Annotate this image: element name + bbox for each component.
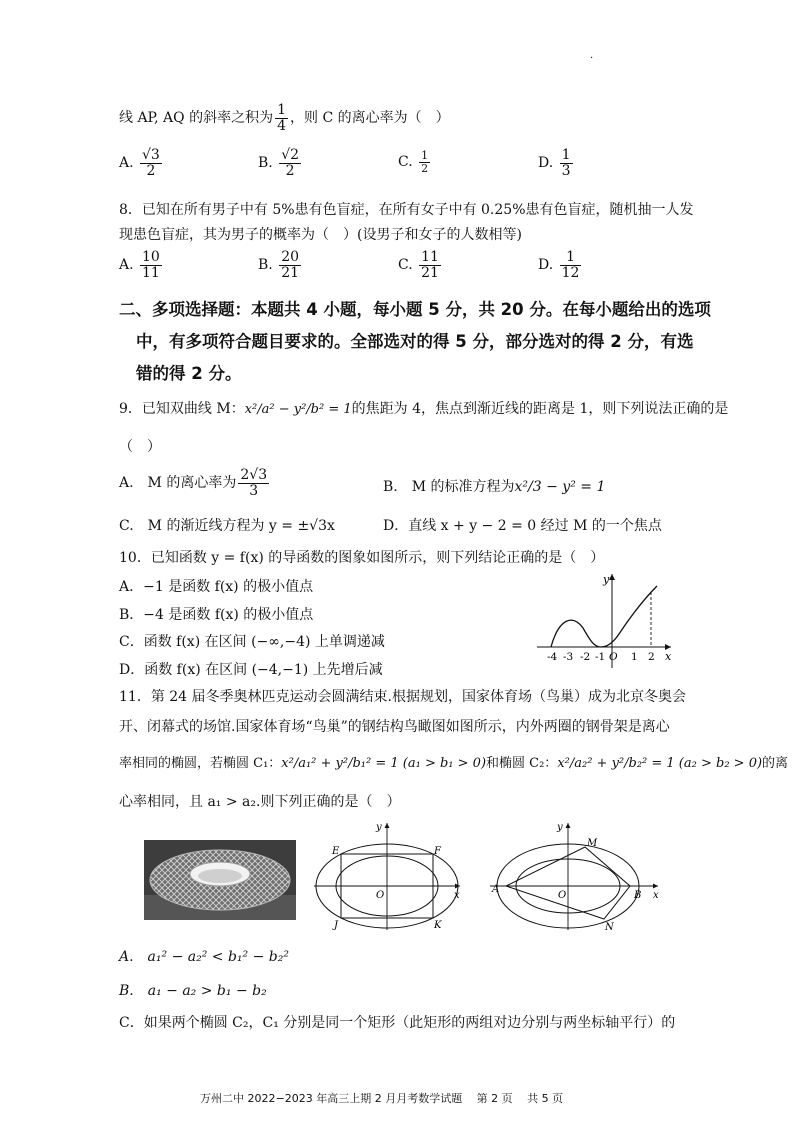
q7-stem-a: 线 AP, AQ 的斜率之积为 <box>119 110 274 127</box>
section2-heading-line3: 错的得 2 分。 <box>136 364 242 383</box>
tick-1: 1 <box>631 651 638 663</box>
q7-option-a[interactable]: A. $\frac{√3}{2}$ <box>119 147 160 179</box>
fig1-y-label: y <box>376 822 382 833</box>
q11-option-b[interactable]: B. a₁ − a₂ > b₁ − b₂ <box>119 983 267 999</box>
fig1-x-label: x <box>454 890 460 901</box>
q9-option-c[interactable]: C. M 的渐近线方程为 y = ±√3x <box>119 518 335 534</box>
q10-option-b[interactable]: B．−4 是函数 f(x) 的极小值点 <box>119 607 314 623</box>
q7-stem <box>119 103 450 133</box>
y-axis-arrow <box>609 574 615 580</box>
tick-neg3: -3 <box>563 651 574 663</box>
fig1-label-f: F <box>434 846 441 857</box>
birds-nest-photo <box>144 840 296 920</box>
q8-stem-line1: 8．已知在所有男子中有 5%患有色盲症，在所有女子中有 0.25%患有色盲症，随机抽一人发 <box>119 202 694 218</box>
fig2-x-label: x <box>653 890 659 901</box>
q9-option-d[interactable]: D．直线 x + y − 2 = 0 经过 M 的一个焦点 <box>383 518 662 534</box>
tick-neg4: -4 <box>547 651 558 663</box>
q7-option-b[interactable]: B. $\frac{√2}{2}$ <box>258 147 300 179</box>
tick-2: 2 <box>648 651 655 663</box>
fig2-label-n: N <box>605 922 614 932</box>
q7-option-c[interactable]: C. $\frac{1}{2}$ <box>398 149 429 175</box>
fig2-y-label: y <box>557 822 563 833</box>
q11-stem-line4: 心率相同，且 a₁ > a₂.则下列正确的是（ ） <box>119 794 401 810</box>
fig2-y-arrow <box>566 823 571 828</box>
fig1-origin-label: O <box>376 890 385 901</box>
q8-option-a[interactable]: A. $\frac{10}{11}$ <box>119 249 160 281</box>
fig2-label-m: M <box>587 838 598 849</box>
q11-stem-line1: 11．第 24 届冬季奥林匹克运动会圆满结束.根据规划，国家体育场（鸟巢）成为北京冬奥会 <box>119 689 686 705</box>
y-axis-label: y <box>603 573 610 586</box>
ellipse-tangent-figure <box>488 820 663 932</box>
fig1-label-k: K <box>434 920 442 931</box>
q8-option-b[interactable]: B. $\frac{20}{21}$ <box>258 249 300 281</box>
q11-stem-line2: 开、闭幕式的场馆.国家体育场“鸟巢”的钢结构鸟瞰图如图所示，内外两圈的钢骨架是离心 <box>119 719 670 735</box>
q9-option-b[interactable]: B. M 的标准方程为x²/3 − y² = 1 <box>383 479 606 495</box>
q7-option-d[interactable]: D. $\frac{1}{3}$ <box>538 147 571 179</box>
q11-stem-line3: 率相同的椭圆，若椭圆 C₁：x²/a₁² + y²/b₁² = 1 (a₁ > b₁ > 0)和椭圆 C₂：x²/a₂² + y²/b₂² = 1 (a₂ > b₂ > 0)的离 <box>119 756 789 771</box>
fig2-x-arrow <box>653 884 658 889</box>
q9-stem: 9．已知双曲线 M：x²/a² − y²/b² = 1的焦距为 4，焦点到渐近线的距离是 1，则下列说法正确的是 <box>119 401 729 417</box>
tick-neg2: -2 <box>580 651 591 663</box>
q10-option-a[interactable]: A．−1 是函数 f(x) 的极小值点 <box>119 579 314 595</box>
page-footer: 万州二中 2022−2023 年高三上期 2 月月考数学试题 第 2 页 共 5 页 <box>200 1092 564 1105</box>
fig1-label-e: E <box>332 846 340 857</box>
tick-neg1: -1 <box>595 651 606 663</box>
fig1-label-j: J <box>334 920 339 931</box>
q7-frac: $\frac{1}{4}$ <box>277 102 287 134</box>
fig2-origin-label: O <box>558 890 567 901</box>
top-mark: . <box>590 50 594 61</box>
q8-option-c[interactable]: C. $\frac{11}{21}$ <box>398 249 439 281</box>
fig1-y-arrow <box>385 823 390 828</box>
q8-stem-line2: 现患色盲症，其为男子的概率为（ ）(设男子和女子的人数相等) <box>119 227 522 243</box>
q11-option-a[interactable]: A. a₁² − a₂² < b₁² − b₂² <box>119 949 289 965</box>
fig2-label-b: B <box>634 890 642 901</box>
origin-label: O <box>609 651 618 663</box>
q11-option-c[interactable]: C．如果两个椭圆 C₂，C₁ 分别是同一个矩形（此矩形的两组对边分别与两坐标轴平行）的 <box>119 1015 676 1031</box>
section2-heading-line2: 中，有多项符合题目要求的。全部选对的得 5 分，部分选对的得 2 分，有选 <box>136 332 694 351</box>
q10-option-d[interactable]: D．函数 f(x) 在区间 (−4,−1) 上先增后减 <box>119 662 383 678</box>
q10-stem: 10．已知函数 y = f(x) 的导函数的图象如图所示，则下列结论正确的是（ ） <box>119 550 605 566</box>
section2-heading-line1: 二、多项选择题：本题共 4 小题，每小题 5 分，共 20 分。在每小题给出的选项 <box>119 300 711 319</box>
x-axis-label: x <box>665 650 672 663</box>
stadium-field <box>198 869 242 883</box>
derivative-curve <box>551 586 657 647</box>
ellipse-rectangle-figure <box>312 820 462 932</box>
derivative-graph <box>535 570 675 670</box>
q10-option-c[interactable]: C．函数 f(x) 在区间 (−∞,−4) 上单调递减 <box>119 634 385 650</box>
fig2-label-a: A <box>492 884 500 895</box>
q7-stem-b: ，则 C 的离心率为（ ） <box>290 110 450 127</box>
q9-hyperbola-eq: x²/a² − y²/b² = 1 <box>244 402 352 417</box>
q9-stem-line2: （ ） <box>119 439 161 455</box>
q8-option-d[interactable]: D. $\frac{1}{12}$ <box>538 249 580 281</box>
q9-option-a[interactable]: A. M 的离心率为 $\frac{2√3}{3}$ <box>119 467 268 499</box>
